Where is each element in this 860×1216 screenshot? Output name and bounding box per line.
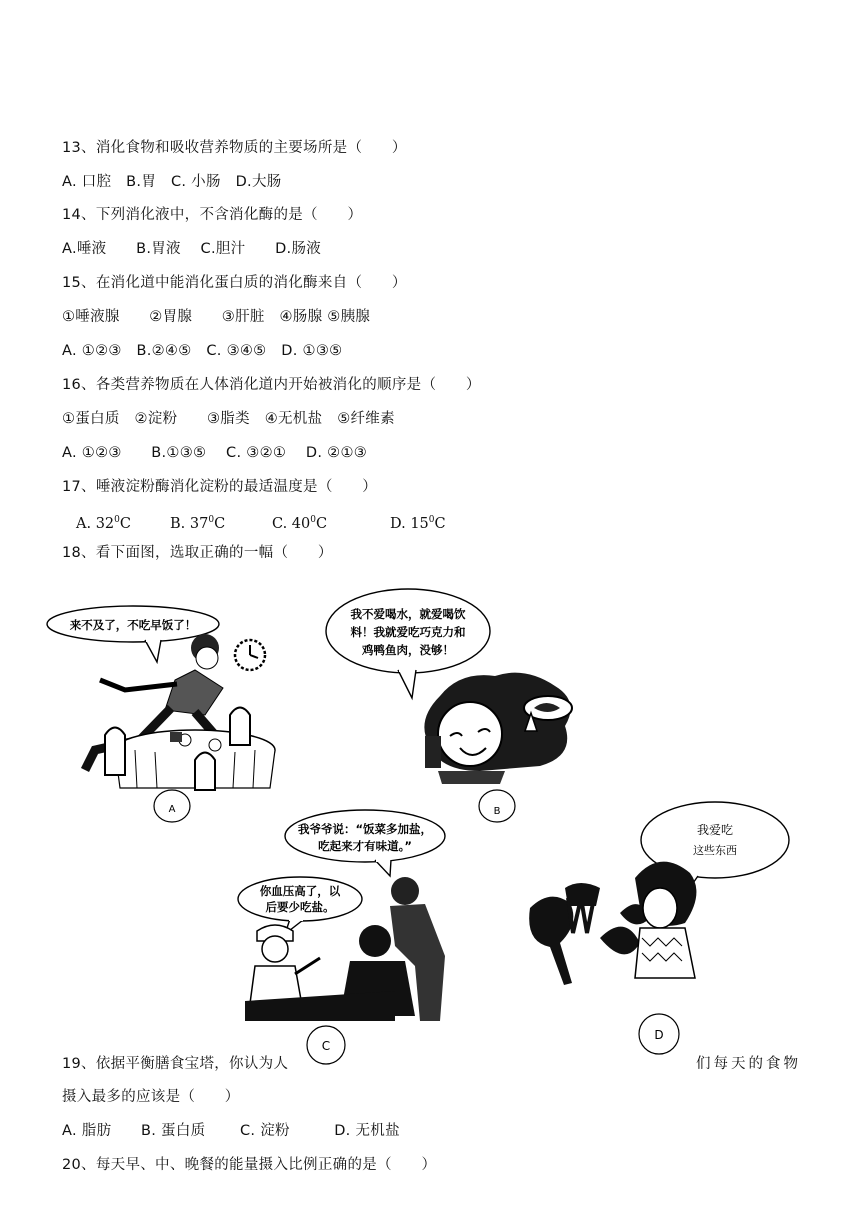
q15-options: A. ①②③ B.②④⑤ C. ③④⑤ D. ①③⑤: [62, 343, 343, 359]
q17-stem: 17、唾液淀粉酶消化淀粉的最适温度是（ ）: [62, 479, 378, 495]
q16-options: A. ①②③ B.①③⑤ C. ③②① D. ②①③: [62, 445, 368, 461]
figure-b-bubble-line2: 料！我就爱吃巧克力和: [350, 625, 466, 639]
figure-c-doctor-and-grandpa: [235, 806, 475, 1028]
figure-d-bubble-line1: 我爱吃: [696, 823, 734, 837]
figure-a-label: A: [168, 804, 176, 815]
figure-d-label-circle: [637, 1012, 681, 1056]
q16-stem: 16、各类营养物质在人体消化道内开始被消化的顺序是（ ）: [62, 377, 481, 393]
figure-c-label-circle: [305, 1024, 347, 1066]
q13-stem: 13、消化食物和吸收营养物质的主要场所是（ ）: [62, 140, 407, 156]
q14-stem: 14、下列消化液中，不含消化酶的是（ ）: [62, 207, 363, 223]
q18-stem: 18、看下面图，选取正确的一幅（ ）: [62, 545, 333, 561]
figure-b-bubble-line3: 鸡鸭鱼肉，没够！: [362, 643, 454, 657]
q15-stem: 15、在消化道中能消化蛋白质的消化酶来自（ ）: [62, 275, 407, 291]
figure-c-label: C: [321, 1039, 331, 1053]
figure-b-bubble-line1: 我不爱喝水，就爱喝饮: [350, 607, 466, 621]
figure-d-girl-with-vegetables: [510, 798, 800, 998]
figure-d-bubble-line2: 这些东西: [693, 844, 737, 857]
q19-options: A. 脂肪 B. 蛋白质 C. 淀粉 D. 无机盐: [62, 1123, 400, 1139]
q13-options: A. 口腔 B.胃 C. 小肠 D.大肠: [62, 174, 282, 190]
figure-c-bubble2-line1: 你血压高了，以: [259, 884, 341, 898]
q17-option-a: A. $32^0C$: [76, 515, 131, 532]
q20-stem: 20、每天早、中、晚餐的能量摄入比例正确的是（ ）: [62, 1157, 437, 1173]
figure-d-label: D: [654, 1028, 664, 1042]
q19-stem-left: 19、依据平衡膳食宝塔，你认为人: [62, 1056, 289, 1072]
q16-items: ①蛋白质 ②淀粉 ③脂类 ④无机盐 ⑤纤维素: [62, 411, 395, 427]
q19-stem-line2: 摄入最多的应该是（ ）: [62, 1089, 240, 1105]
q17-option-c: C. $40^0C$: [272, 515, 328, 532]
figure-c-bubble2-line2: 后要少吃盐。: [265, 900, 335, 914]
figure-a-bubble-text: 来不及了，不吃早饭了！: [69, 618, 197, 632]
q17-option-d: D. $15^0C$: [390, 515, 446, 532]
figure-b-label: B: [493, 806, 501, 817]
figure-a-label-circle: [152, 788, 192, 824]
figure-c-bubble1-line1: 我爷爷说：“饭菜多加盐，: [297, 822, 433, 836]
q15-items: ①唾液腺 ②胃腺 ③肝脏 ④肠腺 ⑤胰腺: [62, 309, 371, 325]
q17-option-b: B. $37^0C$: [170, 515, 226, 532]
q19-stem-right: 们每天的食物: [696, 1056, 801, 1072]
q14-options: A.唾液 B.胃液 C.胆汁 D.肠液: [62, 241, 322, 257]
figure-b-child-with-drinks: [320, 586, 590, 786]
figure-c-bubble1-line2: 吃起来才有味道。”: [318, 839, 412, 853]
